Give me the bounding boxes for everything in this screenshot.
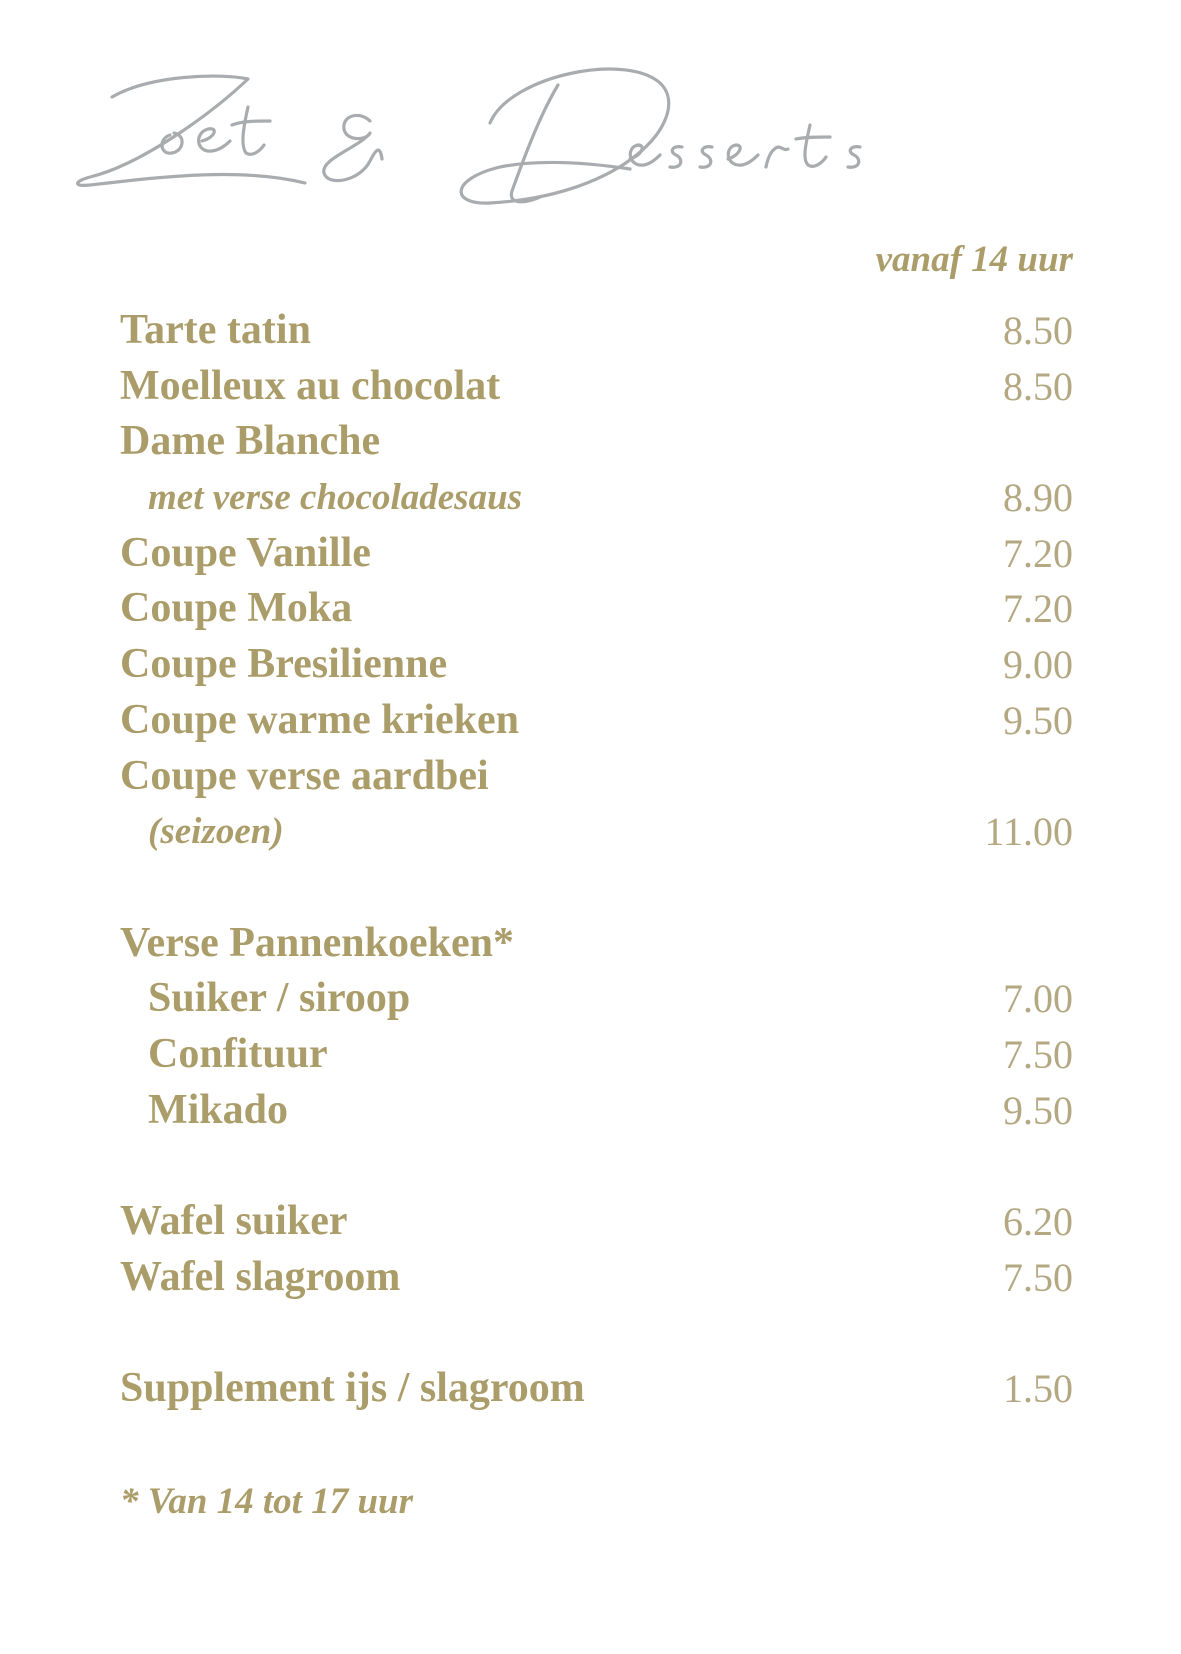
menu-item [120, 637, 1073, 693]
page-title [70, 55, 890, 215]
menu-item [120, 693, 1073, 749]
item-name: Wafel suiker [120, 1198, 348, 1244]
item-price: 8.50 [1003, 363, 1073, 409]
item-price: 7.20 [1003, 586, 1073, 632]
menu-item [120, 749, 1073, 805]
item-price: 1.50 [1003, 1366, 1073, 1412]
spacer [120, 1138, 1073, 1194]
menu-item-detail [120, 470, 1073, 526]
item-name: Coupe Moka [120, 585, 353, 632]
menu-item [120, 581, 1073, 637]
item-price: 7.20 [1003, 530, 1073, 576]
item-price: 11.00 [984, 809, 1073, 855]
menu-section-heading [120, 916, 1073, 972]
menu-item [120, 1027, 1073, 1083]
item-price: 9.00 [1003, 642, 1073, 688]
spacer [120, 1305, 1073, 1361]
menu-item [120, 1250, 1073, 1306]
menu-item [120, 303, 1073, 359]
item-name: Dame Blanche [120, 418, 381, 465]
item-name: Moelleux au chocolat [120, 362, 501, 409]
script-title-graphic [70, 55, 890, 215]
menu-item [120, 414, 1073, 470]
menu-item-detail [120, 804, 1073, 860]
section-name: Verse Pannenkoeken* [120, 919, 514, 966]
item-price: 6.20 [1003, 1199, 1073, 1244]
footnote: * Van 14 tot 17 uur [120, 1481, 414, 1522]
item-name: Suiker / siroop [148, 975, 411, 1022]
item-price: 8.50 [1003, 308, 1073, 353]
menu-item [120, 971, 1073, 1027]
item-name: Confituur [148, 1030, 328, 1077]
item-price: 7.50 [1003, 1031, 1073, 1077]
item-price: 7.00 [1003, 976, 1073, 1022]
menu-item [120, 526, 1073, 582]
item-name: Coupe Bresilienne [120, 641, 448, 688]
menu-item [120, 1361, 1073, 1417]
item-detail: met verse chocoladesaus [148, 477, 523, 519]
item-name: Coupe warme krieken [120, 696, 519, 743]
item-name: Supplement ijs / slagroom [120, 1365, 585, 1412]
menu-item [120, 1083, 1073, 1139]
item-detail: (seizoen) [148, 811, 284, 853]
dessert-menu [120, 303, 1073, 1417]
subtitle: vanaf 14 uur [875, 239, 1073, 280]
menu-item [120, 1194, 1073, 1250]
menu-item [120, 359, 1073, 415]
item-name: Coupe verse aardbei [120, 752, 489, 799]
spacer [120, 860, 1073, 916]
item-name: Tarte tatin [120, 307, 311, 353]
item-name: Coupe Vanille [120, 529, 371, 576]
item-price: 7.50 [1003, 1254, 1073, 1300]
item-price: 9.50 [1003, 697, 1073, 743]
item-name: Wafel slagroom [120, 1253, 401, 1300]
item-price: 9.50 [1003, 1087, 1073, 1133]
item-name: Mikado [148, 1086, 289, 1133]
item-price: 8.90 [1003, 475, 1073, 521]
